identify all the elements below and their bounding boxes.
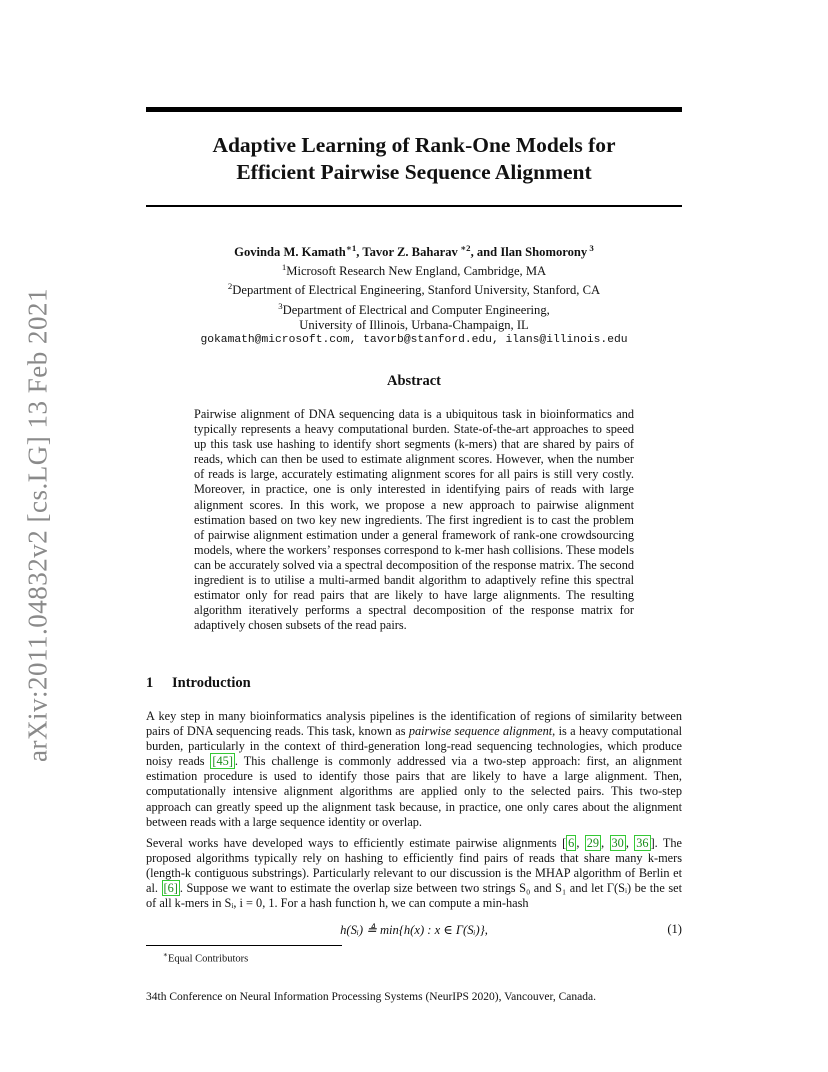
footnote-rule xyxy=(146,945,342,946)
intro-p1-text-b: , is a heavy computational burden, particularly in the context of third-generation long-read sequencing technologies, which produce noisy reads xyxy=(146,724,682,769)
affiliation-2 xyxy=(146,279,682,298)
affiliation-1 xyxy=(146,260,682,279)
author-2: , Tavor Z. Baharav xyxy=(356,245,458,260)
section-title: Introduction xyxy=(172,675,251,691)
section-heading xyxy=(146,675,251,692)
intro-p2-text-b: ]. The proposed algorithms typically rely on hashing to efficiently find pairs of reads that share many k-mers (length-k contiguous substrings). Particularly relevant to our discussion is the MHAP algorithm of Berlin et al. xyxy=(146,835,683,896)
citation-link[interactable]: 36 xyxy=(636,835,649,850)
affiliation-3 xyxy=(146,299,682,318)
affiliation-3-text: Department of Electrical and Computer Engineering, xyxy=(282,302,550,317)
affiliation-1-sup: 1 xyxy=(281,262,287,273)
conference-footer: 34th Conference on Neural Information Processing Systems (NeurIPS 2020), Vancouver, Canada. xyxy=(146,991,596,1003)
affiliation-2-text: Department of Electrical Engineering, Stanford University, Stanford, CA xyxy=(232,283,601,298)
citation-link[interactable]: [6] xyxy=(163,881,178,896)
paper-title xyxy=(146,132,682,186)
footnote xyxy=(163,950,248,965)
citation-link[interactable]: 6 xyxy=(568,835,575,850)
intro-paragraph-1 xyxy=(146,709,682,830)
title-line-1: Adaptive Learning of Rank-One Models for xyxy=(212,133,616,157)
author-1-sup: ∗1 xyxy=(345,243,357,253)
intro-p1-emphasis: pairwise sequence alignment xyxy=(408,724,553,739)
footnote-mark: ∗ xyxy=(163,950,168,959)
citation-link[interactable]: 29 xyxy=(586,835,600,850)
arxiv-stamp xyxy=(18,290,58,760)
citation-link[interactable]: [45] xyxy=(212,754,233,769)
intro-body xyxy=(146,709,682,917)
footnote-text: Equal Contributors xyxy=(168,953,249,965)
affiliation-2-sup: 2 xyxy=(227,281,233,292)
title-rule-bottom xyxy=(146,205,682,207)
equation-1 xyxy=(146,922,682,938)
intro-p1-text-a: A key step in many bioinformatics analysis pipelines is the identification of regions of similarity between pairs of DNA sequencing reads. This task, known as xyxy=(146,709,682,739)
affiliation-1-text: Microsoft Research New England, Cambridge, MA xyxy=(286,264,547,279)
equation-body: h(Sᵢ) ≜ min{h(x) : x ∈ Γ(Sᵢ)}, xyxy=(340,923,488,937)
intro-p2-text-c: . Suppose we want to estimate the overlap size between two strings S₀ and S₁ and let Γ(Sᵢ) be the set of all k-mers in Sᵢ, i = 0, 1. For a hash function h, we can compute a min-hash xyxy=(146,881,682,911)
citation-link[interactable]: 30 xyxy=(611,835,624,850)
intro-p1-text-c: . This challenge is commonly addressed via a two-step approach: first, an alignment estimation procedure is used to identify those pairs that are likely to have a large alignment. Then, computationally intensive alignment algorithms are applied only to the selected pairs. This two-step approach can greatly speed up the alignment task because, in practice, one only cares about the alignment between reads with a large sequence identity or overlap. xyxy=(146,754,682,829)
intro-paragraph-2: Several works have developed ways to efficiently estimate pairwise alignments [ 6 , 29 , 30 , 36 ]. The proposed algorithms typically rely on hashing to efficiently find pairs of reads that share many k-mers (length-k contiguous substrings). Particularly relevant to our discussion is the MHAP algorithm of Berlin et al. [6] . Suppose we want to estimate the overlap size between two strings S₀ and S₁ and let Γ(Sᵢ) be the set of all k-mers in Sᵢ, i = 0, 1. For a hash function h, we can compute a min-hash xyxy=(146,835,683,911)
abstract-heading: Abstract xyxy=(387,373,441,389)
arxiv-id: arXiv:2011.04832v2 [cs.LG] 13 Feb 2021 xyxy=(22,288,53,762)
intro-p2-text-a: Several works have developed ways to efficiently estimate pairwise alignments [ xyxy=(146,835,567,850)
author-emails[interactable]: gokamath@microsoft.com, tavorb@stanford.edu, ilans@illinois.edu xyxy=(200,333,628,346)
author-3: , and Ilan Shomorony xyxy=(470,245,588,260)
equation-number: (1) xyxy=(667,922,682,936)
author-2-sup: ∗2 xyxy=(457,243,471,253)
affiliation-3b: University of Illinois, Urbana-Champaign, IL xyxy=(299,317,529,332)
author-1: Govinda M. Kamath xyxy=(234,245,346,260)
author-block xyxy=(146,241,682,348)
abstract-text: Pairwise alignment of DNA sequencing data is a ubiquitous task in bioinformatics and typically represents a heavy computational burden. State-of-the-art approaches to speed up this task use hashing to identify short segments (k-mers) that are shared by pairs of reads, which can then be used to estimate alignment scores. However, when the number of reads is large, accurately estimating alignment scores for all pairs is still very costly. Moreover, in practice, one is only interested in identifying pairs of reads with large alignment scores. In this work, we propose a new approach to pairwise alignment estimation based on two key new ingredients. The first ingredient is to cast the problem of pairwise alignment estimation under a general framework of rank-one crowdsourcing models, where the workers’ responses correspond to k-mer hash collisions. These models can be accurately solved via a spectral decomposition of the response matrix. The second ingredient is to utilise a multi-armed bandit algorithm to adaptively refine this spectral estimator only for read pairs that are likely to have large alignments. The resulting algorithm iteratively performs a spectral decomposition of the response matrix for adaptively chosen subsets of the read pairs. xyxy=(194,407,634,633)
title-rule-top xyxy=(146,107,682,112)
affiliation-3-sup: 3 xyxy=(278,300,283,311)
author-names xyxy=(146,241,682,260)
author-3-sup: 3 xyxy=(587,243,594,253)
section-number: 1 xyxy=(146,675,154,691)
title-line-2: Efficient Pairwise Sequence Alignment xyxy=(236,160,592,184)
